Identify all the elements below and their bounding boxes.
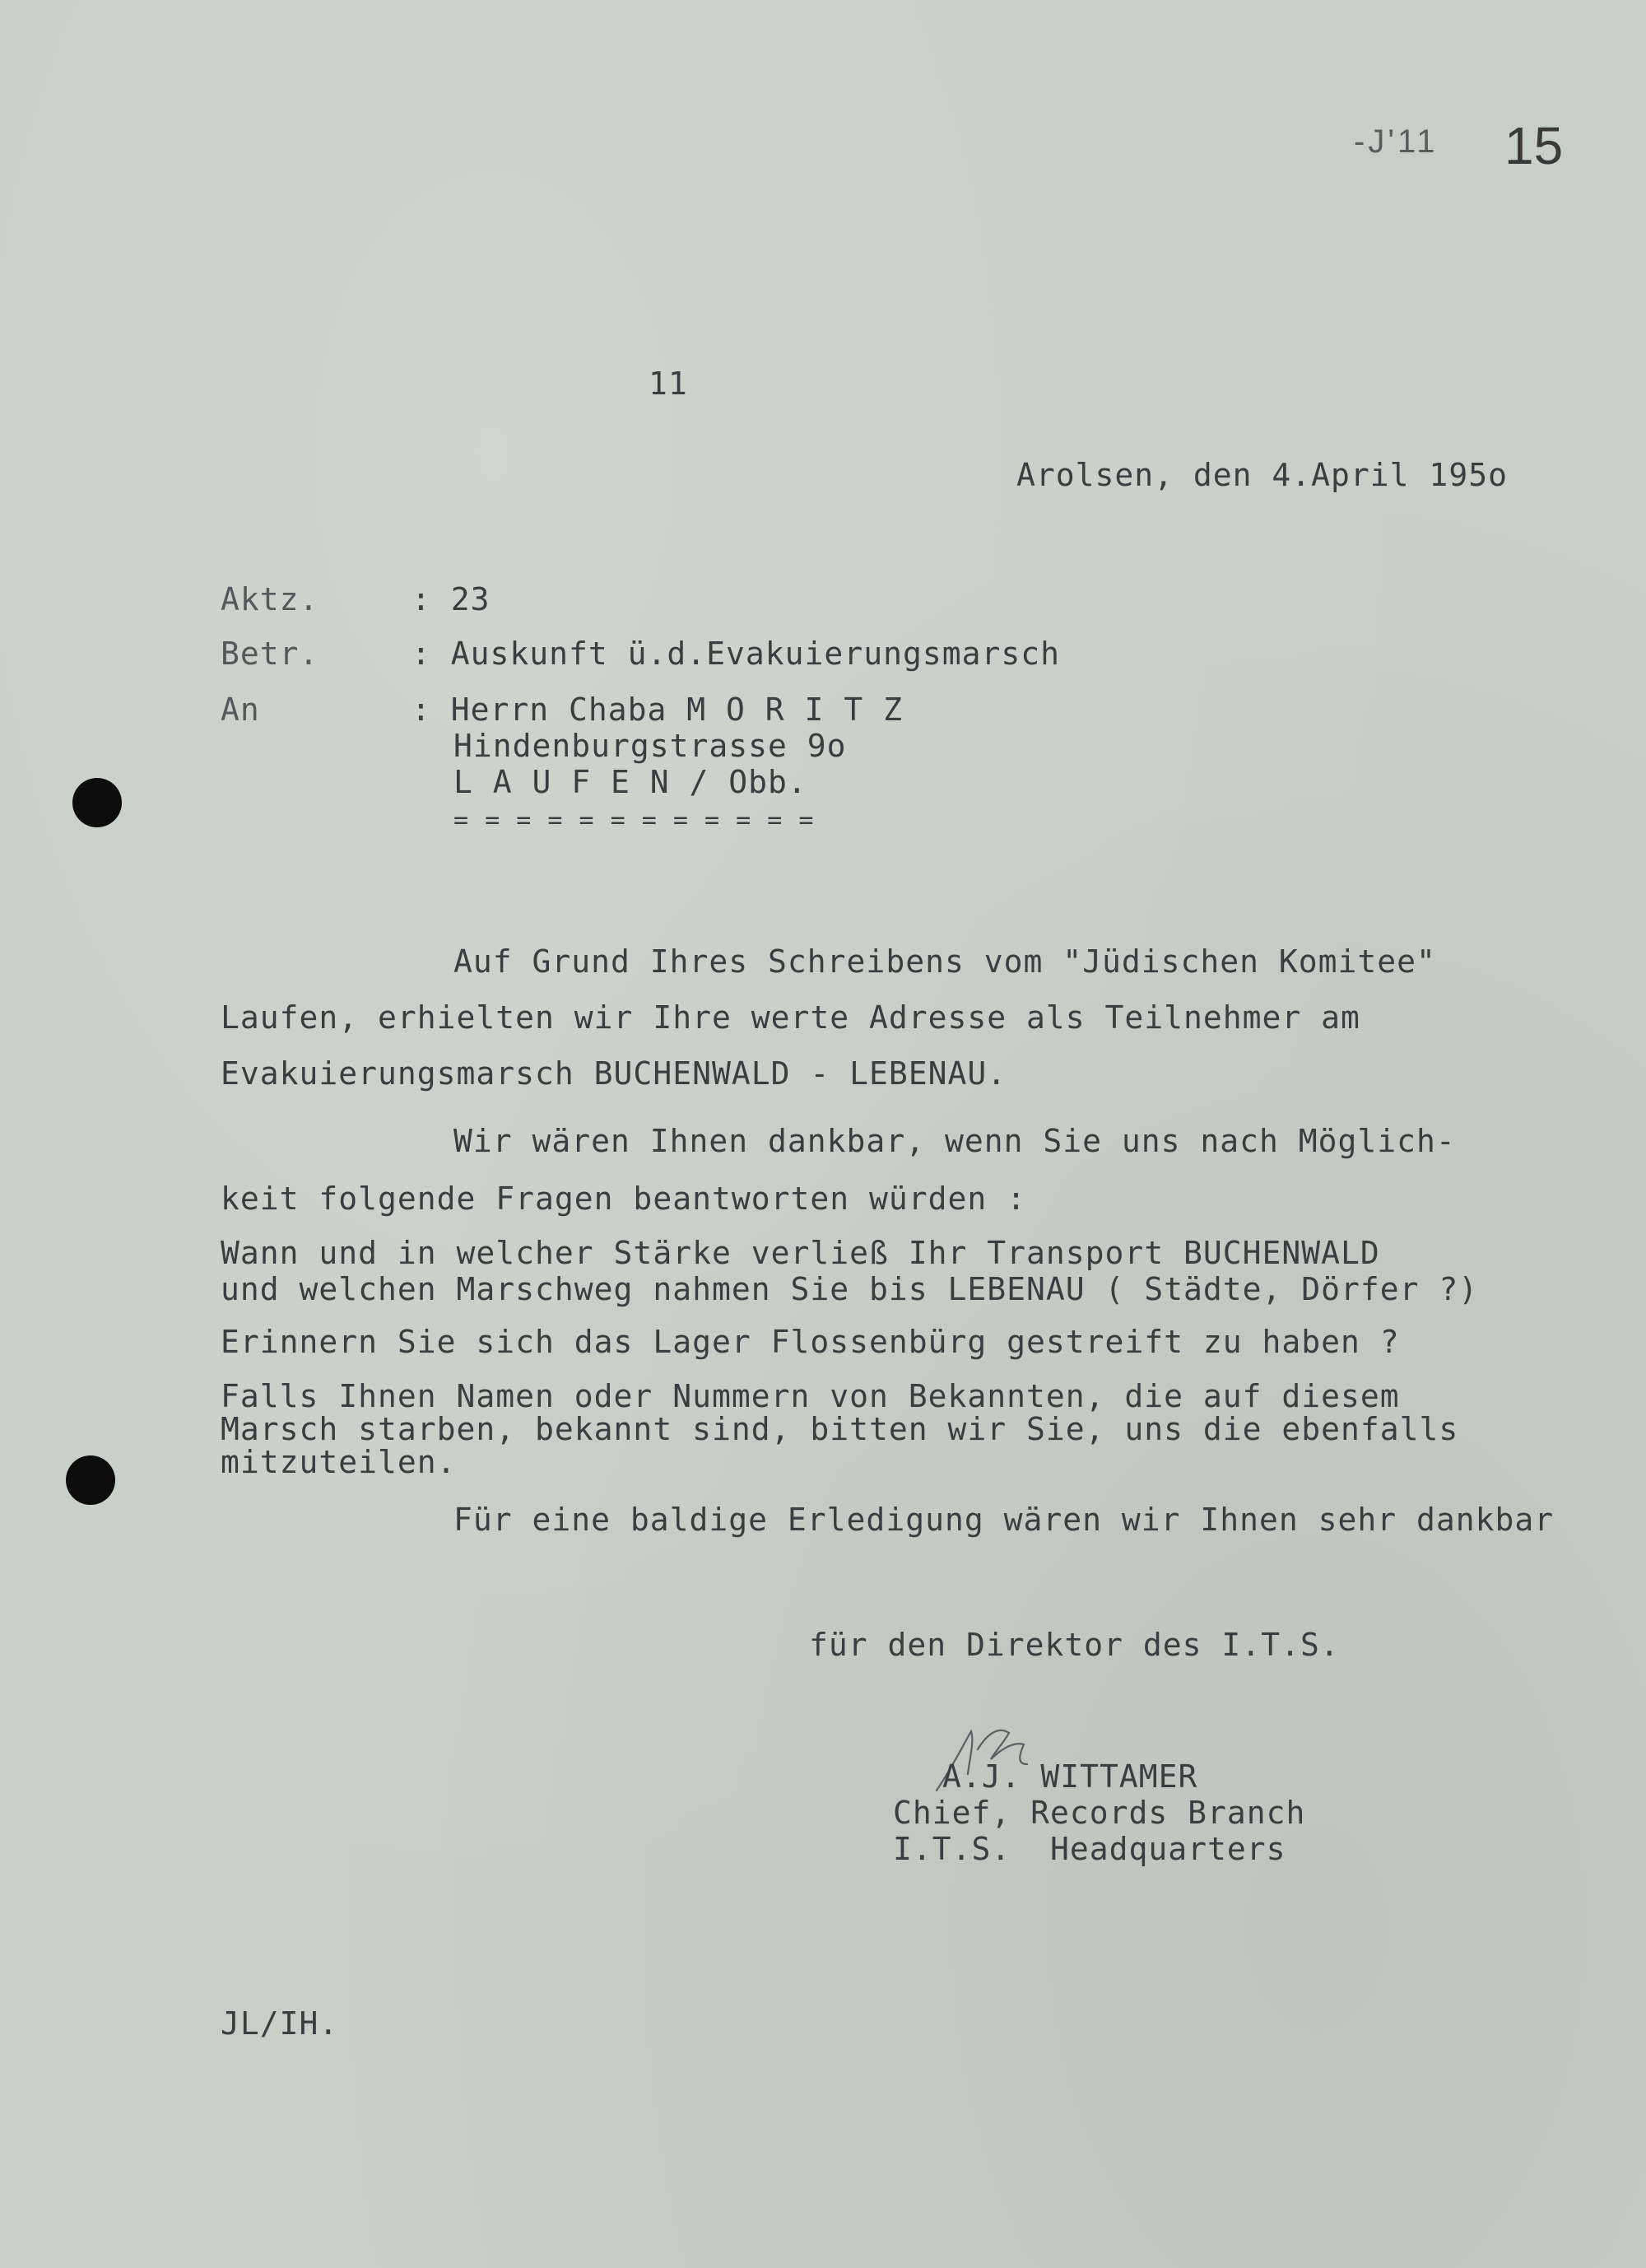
question1-line2: und welchen Marschweg nahmen Sie bis LEBENAU ( Städte, Dörfer ?) [221,1271,1479,1307]
signatory-org: I.T.S. Headquarters [893,1831,1286,1867]
address-street: Hindenburgstrasse 9o [453,728,847,764]
question2: Erinnern Sie sich das Lager Flossenbürg gestreift zu haben ? [221,1324,1400,1360]
page-mark: 11 [649,366,688,402]
question3-line2: Marsch starben, bekannt sind, bitten wir Sie, uns die ebenfalls [221,1411,1459,1447]
signature-for-line: für den Direktor des I.T.S. [809,1627,1340,1663]
closing-line: Für eine baldige Erledigung wären wir Ihnen sehr dankbar [453,1502,1555,1538]
punch-hole-bottom [66,1455,115,1505]
archive-stamp-code: -J'11 [1354,123,1439,160]
body-para2-line1: Wir wären Ihnen dankbar, wenn Sie uns nach Möglich- [453,1123,1456,1159]
field-label-betr: Betr. [221,636,319,672]
body-para1-line1: Auf Grund Ihres Schreibens vom "Jüdischen Komitee" [453,943,1436,980]
body-para1-line3: Evakuierungsmarsch BUCHENWALD - LEBENAU. [221,1055,1007,1092]
reference-initials: JL/IH. [221,2005,339,2042]
signatory-title: Chief, Records Branch [893,1795,1306,1831]
field-value-an: : Herrn Chaba M O R I T Z [412,692,903,728]
punch-hole-top [72,778,122,827]
signatory-name: A.J. WITTAMER [942,1758,1198,1795]
field-label-aktz: Aktz. [221,581,319,617]
question3-line1: Falls Ihnen Namen oder Nummern von Bekannten, die auf diesem [221,1378,1400,1414]
field-value-betr: : Auskunft ü.d.Evakuierungsmarsch [412,636,1060,672]
body-para1-line2: Laufen, erhielten wir Ihre werte Adresse als Teilnehmer am [221,999,1360,1036]
date-line: Arolsen, den 4.April 195o [1016,457,1508,493]
archive-stamp-number: 15 [1504,116,1564,175]
address-city: L A U F E N / Obb. [453,764,807,800]
body-para2-line2: keit folgende Fragen beantworten würden : [221,1181,1026,1217]
question3-line3: mitzuteilen. [221,1444,457,1480]
address-underline: = = = = = = = = = = = = [453,806,815,835]
question1-line1: Wann und in welcher Stärke verließ Ihr Transport BUCHENWALD [221,1235,1380,1271]
field-label-an: An [221,692,260,728]
field-value-aktz: : 23 [412,581,491,617]
